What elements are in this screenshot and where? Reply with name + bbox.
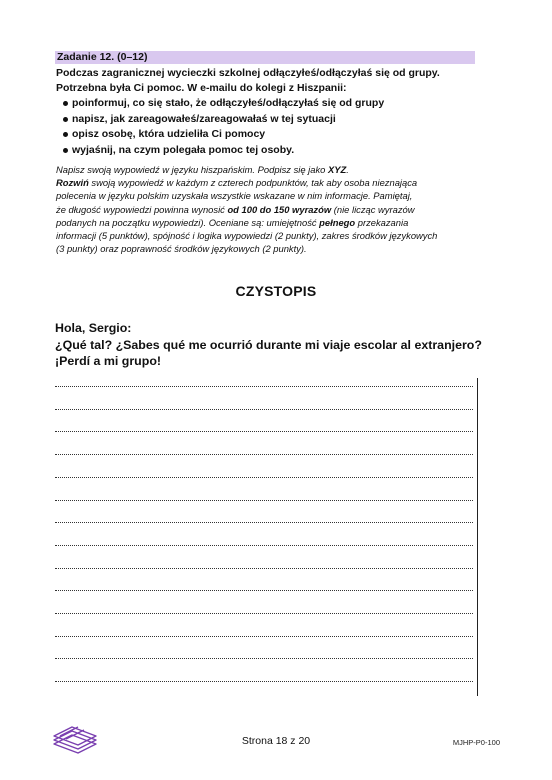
writing-line bbox=[55, 522, 473, 523]
instructions-text: przekazania bbox=[355, 216, 409, 228]
exam-code: MJHP-P0-100 bbox=[452, 738, 500, 747]
letter-greeting: Hola, Sergio: bbox=[55, 321, 132, 335]
writing-line bbox=[55, 590, 473, 591]
instructions-line bbox=[56, 216, 481, 229]
writing-line bbox=[55, 681, 473, 682]
writing-area-margin-line bbox=[477, 378, 478, 696]
instructions-text: swoją wypowiedź w każdym z czterech podpunktów, tak aby osoba nieznająca bbox=[88, 177, 418, 189]
instructions-line bbox=[56, 176, 481, 189]
writing-line bbox=[55, 431, 473, 432]
writing-line bbox=[55, 658, 473, 659]
instructions-text: podanych na początku wypowiedzi). Oceniane są: umiejętność bbox=[56, 216, 320, 228]
instructions-line: informacji (5 punktów), spójność i logika wypowiedzi (2 punkty), zakres środków językowych bbox=[56, 230, 438, 242]
intro-line-1: Podczas zagranicznej wycieczki szkolnej odłączyłeś/odłączyłaś się od grupy. bbox=[56, 67, 440, 79]
instructions bbox=[56, 163, 481, 255]
writing-line bbox=[55, 545, 473, 546]
task-intro bbox=[56, 66, 486, 158]
writing-line bbox=[55, 409, 473, 410]
task-bullet-list bbox=[56, 96, 486, 158]
instructions-line bbox=[56, 203, 481, 216]
instructions-text: że długość wypowiedzi powinna wynosić bbox=[56, 203, 228, 215]
letter-opening bbox=[55, 320, 495, 370]
instructions-text: . bbox=[346, 164, 349, 175]
instructions-emphasis: pełnego bbox=[319, 216, 356, 228]
letter-line: ¿Qué tal? ¿Sabes qué me ocurrió durante mi viaje escolar al extranjero? bbox=[55, 337, 482, 352]
task-bullet: napisz, jak zareagowałeś/zareagowałaś w tej sytuacji bbox=[56, 112, 486, 128]
signature-code: XYZ bbox=[328, 164, 347, 175]
instructions-line bbox=[56, 163, 481, 176]
word-count-requirement: od 100 do 150 wyrazów bbox=[227, 203, 332, 215]
section-title: CZYSTOPIS bbox=[235, 283, 317, 299]
writing-line bbox=[55, 636, 473, 637]
instructions-text: Napisz swoją wypowiedź w języku hiszpańskim. Podpisz się jako bbox=[56, 164, 328, 175]
writing-line bbox=[55, 613, 473, 614]
task-bullet: poinformuj, co się stało, że odłączyłeś/odłączyłaś się od grupy bbox=[56, 96, 486, 112]
instructions-emphasis: Rozwiń bbox=[56, 177, 89, 189]
writing-line bbox=[55, 500, 473, 501]
instructions-line: (3 punkty) oraz poprawność środków językowych (2 punkty). bbox=[56, 243, 307, 255]
letter-line: ¡Perdí a mi grupo! bbox=[55, 354, 162, 368]
writing-line bbox=[55, 568, 473, 569]
writing-line bbox=[55, 386, 473, 387]
task-header: Zadanie 12. (0–12) bbox=[55, 51, 475, 64]
instructions-line: polecenia w języku polskim uzyskała wszystkie wskazane w nim informacje. Pamiętaj, bbox=[56, 190, 413, 202]
page-number: Strona 18 z 20 bbox=[241, 735, 311, 747]
task-bullet: wyjaśnij, na czym polegała pomoc tej osoby. bbox=[56, 143, 486, 159]
instructions-text: (nie licząc wyrazów bbox=[331, 203, 415, 215]
intro-line-2: Potrzebna była Ci pomoc. W e-mailu do kolegi z Hiszpanii: bbox=[56, 82, 347, 94]
task-bullet: opisz osobę, która udzieliła Ci pomocy bbox=[56, 127, 486, 143]
writing-line bbox=[55, 454, 473, 455]
writing-line bbox=[55, 477, 473, 478]
